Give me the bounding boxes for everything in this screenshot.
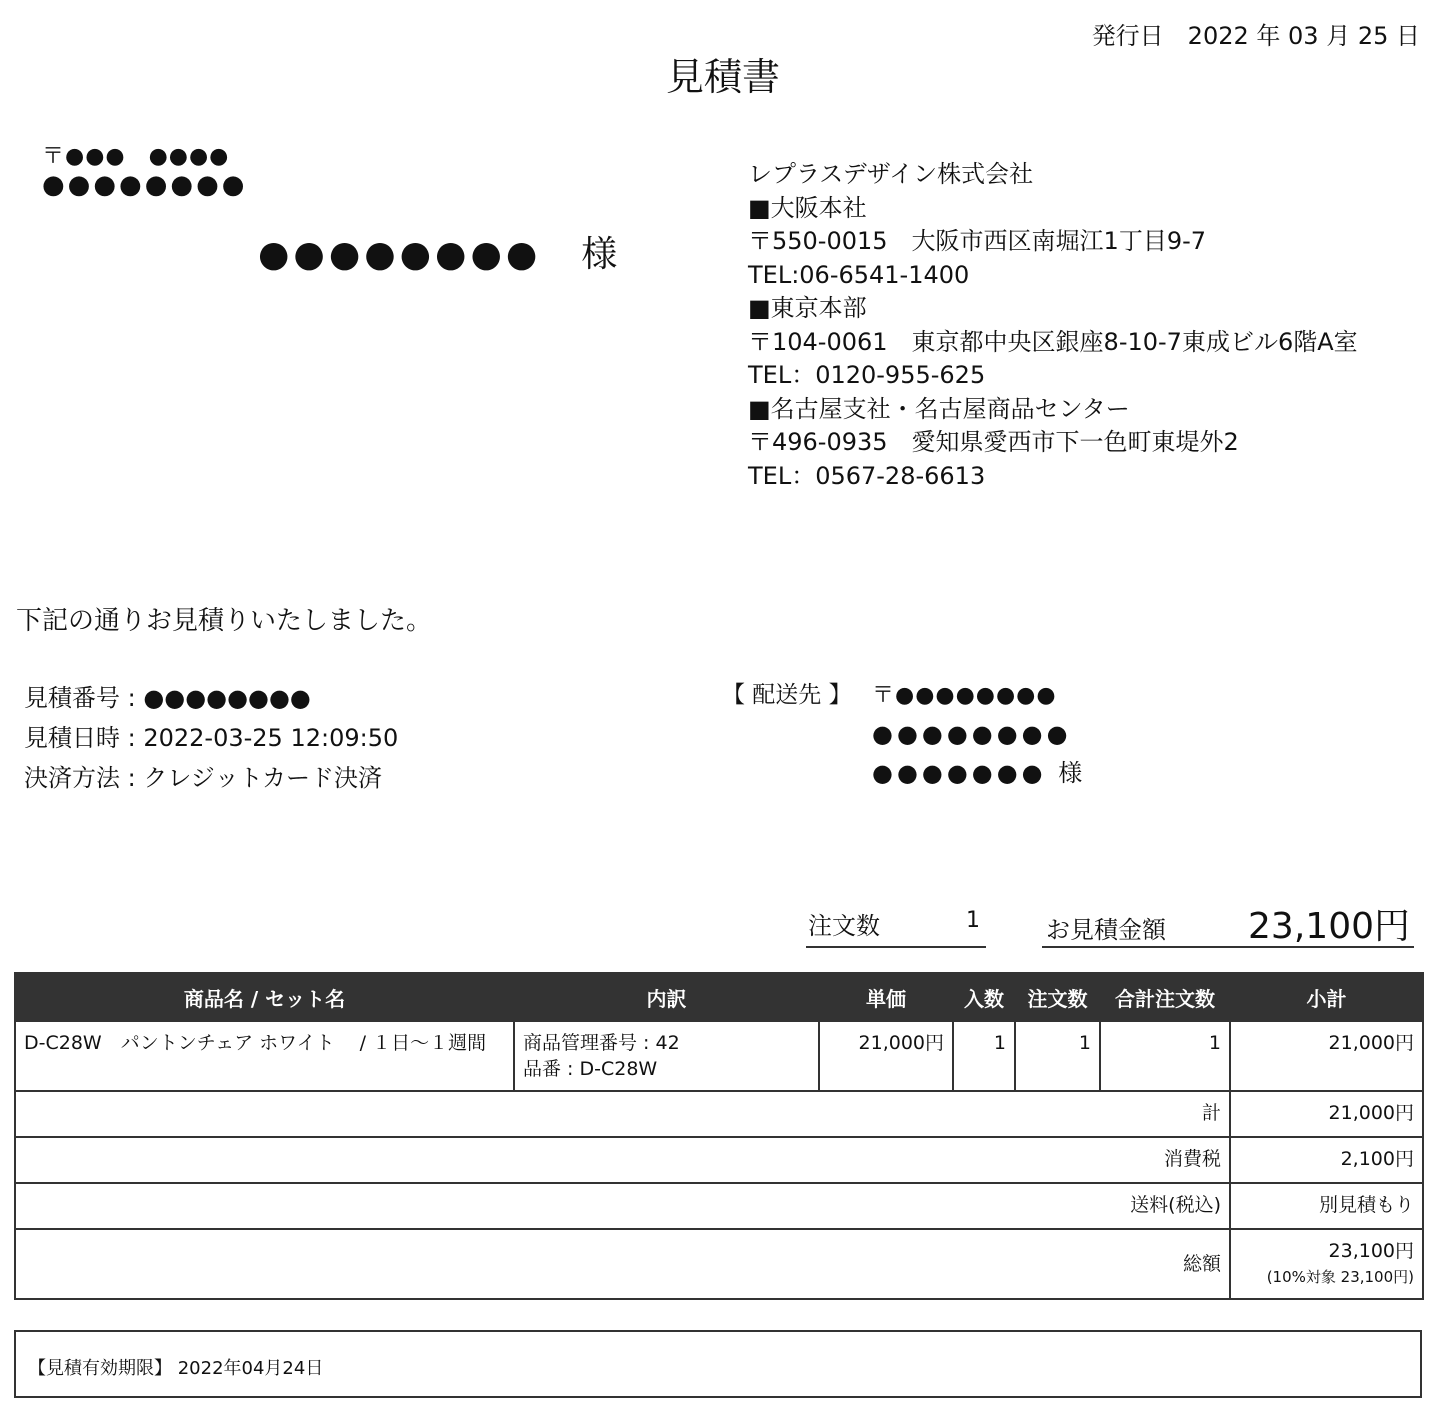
intro-text: 下記の通りお見積りいたしました。	[16, 606, 433, 636]
validity-box	[14, 1330, 1422, 1398]
recipient-zip: 〒●●● ●●●●	[42, 144, 230, 169]
pack-quantity: 1	[953, 1021, 1015, 1091]
row-subtotal: 21,000円	[1230, 1021, 1423, 1091]
shipping-zip: 〒●●●●●●●●	[872, 683, 1057, 708]
tax-target-note: (10%対象 23,100円)	[1266, 1268, 1414, 1286]
column-header: 小計	[1230, 973, 1423, 1021]
estimate-total-summary	[1042, 896, 1414, 948]
recipient-address: ●●●●●●●●	[42, 170, 248, 200]
column-header: 合計注文数	[1100, 973, 1230, 1021]
shipping-fee-label: 送料(税込)	[15, 1183, 1230, 1229]
tax-label: 消費税	[15, 1137, 1230, 1183]
sum-label: 計	[15, 1091, 1230, 1137]
grand-total-cell	[1230, 1229, 1423, 1299]
sum-value: 21,000円	[1230, 1091, 1423, 1137]
shipping-fee-row	[15, 1183, 1423, 1229]
company-info	[748, 158, 1358, 493]
office-tel: TEL:06-6541-1400	[748, 260, 970, 289]
company-name: レプラスデザイン株式会社	[748, 160, 1034, 188]
column-header: 商品名 / セット名	[15, 973, 514, 1021]
office-address: 〒104-0061 東京都中央区銀座8-10-7東成ビル6階A室	[748, 327, 1358, 356]
estimate-total-label: お見積金額	[1046, 916, 1166, 944]
column-header: 入数	[953, 973, 1015, 1021]
column-header: 注文数	[1015, 973, 1100, 1021]
order-count-summary	[806, 896, 986, 948]
order-count-label: 注文数	[808, 912, 880, 940]
product-name: D-C28W パントンチェア ホワイト / １日～１週間	[15, 1021, 514, 1091]
grand-total-label: 総額	[15, 1229, 1230, 1299]
office-address: 〒496-0935 愛知県愛西市下一色町東堤外2	[748, 428, 1239, 456]
shipping-fee-value: 別見積もり	[1230, 1183, 1423, 1229]
estimate-number: 見積番号 : ●●●●●●●●	[24, 684, 311, 712]
table-row	[15, 1021, 1423, 1091]
shipping-address: ●●●●●●●●	[872, 720, 1072, 748]
grand-total-row	[15, 1229, 1423, 1299]
grand-total-value: 23,100円	[1328, 1240, 1414, 1262]
office-heading: ■名古屋支社・名古屋商品センター	[748, 394, 1130, 423]
column-header: 単価	[819, 973, 953, 1021]
office-tel: TEL：0120-955-625	[748, 361, 986, 389]
column-header: 内訳	[514, 973, 819, 1021]
validity-period: 【見積有効期限】 2022年04月24日	[28, 1358, 324, 1379]
unit-price: 21,000円	[819, 1021, 953, 1091]
shipping-name: ●●●●●●● 様	[872, 759, 1087, 787]
shipping-label: 【 配送先 】	[722, 682, 852, 708]
order-count-value: 1	[966, 908, 980, 933]
payment-method: 決済方法 : クレジットカード決済	[24, 764, 383, 792]
estimate-info	[24, 678, 398, 798]
table-header-row	[15, 973, 1423, 1021]
total-order-quantity: 1	[1100, 1021, 1230, 1091]
product-code: 品番 : D-C28W	[523, 1058, 658, 1080]
tax-row	[15, 1137, 1423, 1183]
issue-date: 発行日 2022 年 03 月 25 日	[1091, 22, 1420, 50]
estimate-datetime: 見積日時 : 2022-03-25 12:09:50	[24, 724, 399, 752]
order-quantity: 1	[1015, 1021, 1100, 1091]
recipient-name: ●●●●●●●● 様	[258, 234, 622, 275]
office-heading: ■東京本部	[748, 294, 867, 322]
office-address: 〒550-0015 大阪市西区南堀江1丁目9-7	[748, 227, 1207, 255]
document-title: 見積書	[665, 55, 780, 99]
product-detail	[514, 1021, 819, 1091]
shipping-info	[872, 676, 1086, 793]
tax-value: 2,100円	[1230, 1137, 1423, 1183]
office-heading: ■大阪本社	[748, 193, 867, 222]
sum-row	[15, 1091, 1423, 1137]
estimate-total-value: 23,100円	[1248, 906, 1410, 947]
office-tel: TEL：0567-28-6613	[748, 461, 986, 490]
items-table	[14, 972, 1424, 1300]
product-management-number: 商品管理番号 : 42	[523, 1032, 680, 1054]
